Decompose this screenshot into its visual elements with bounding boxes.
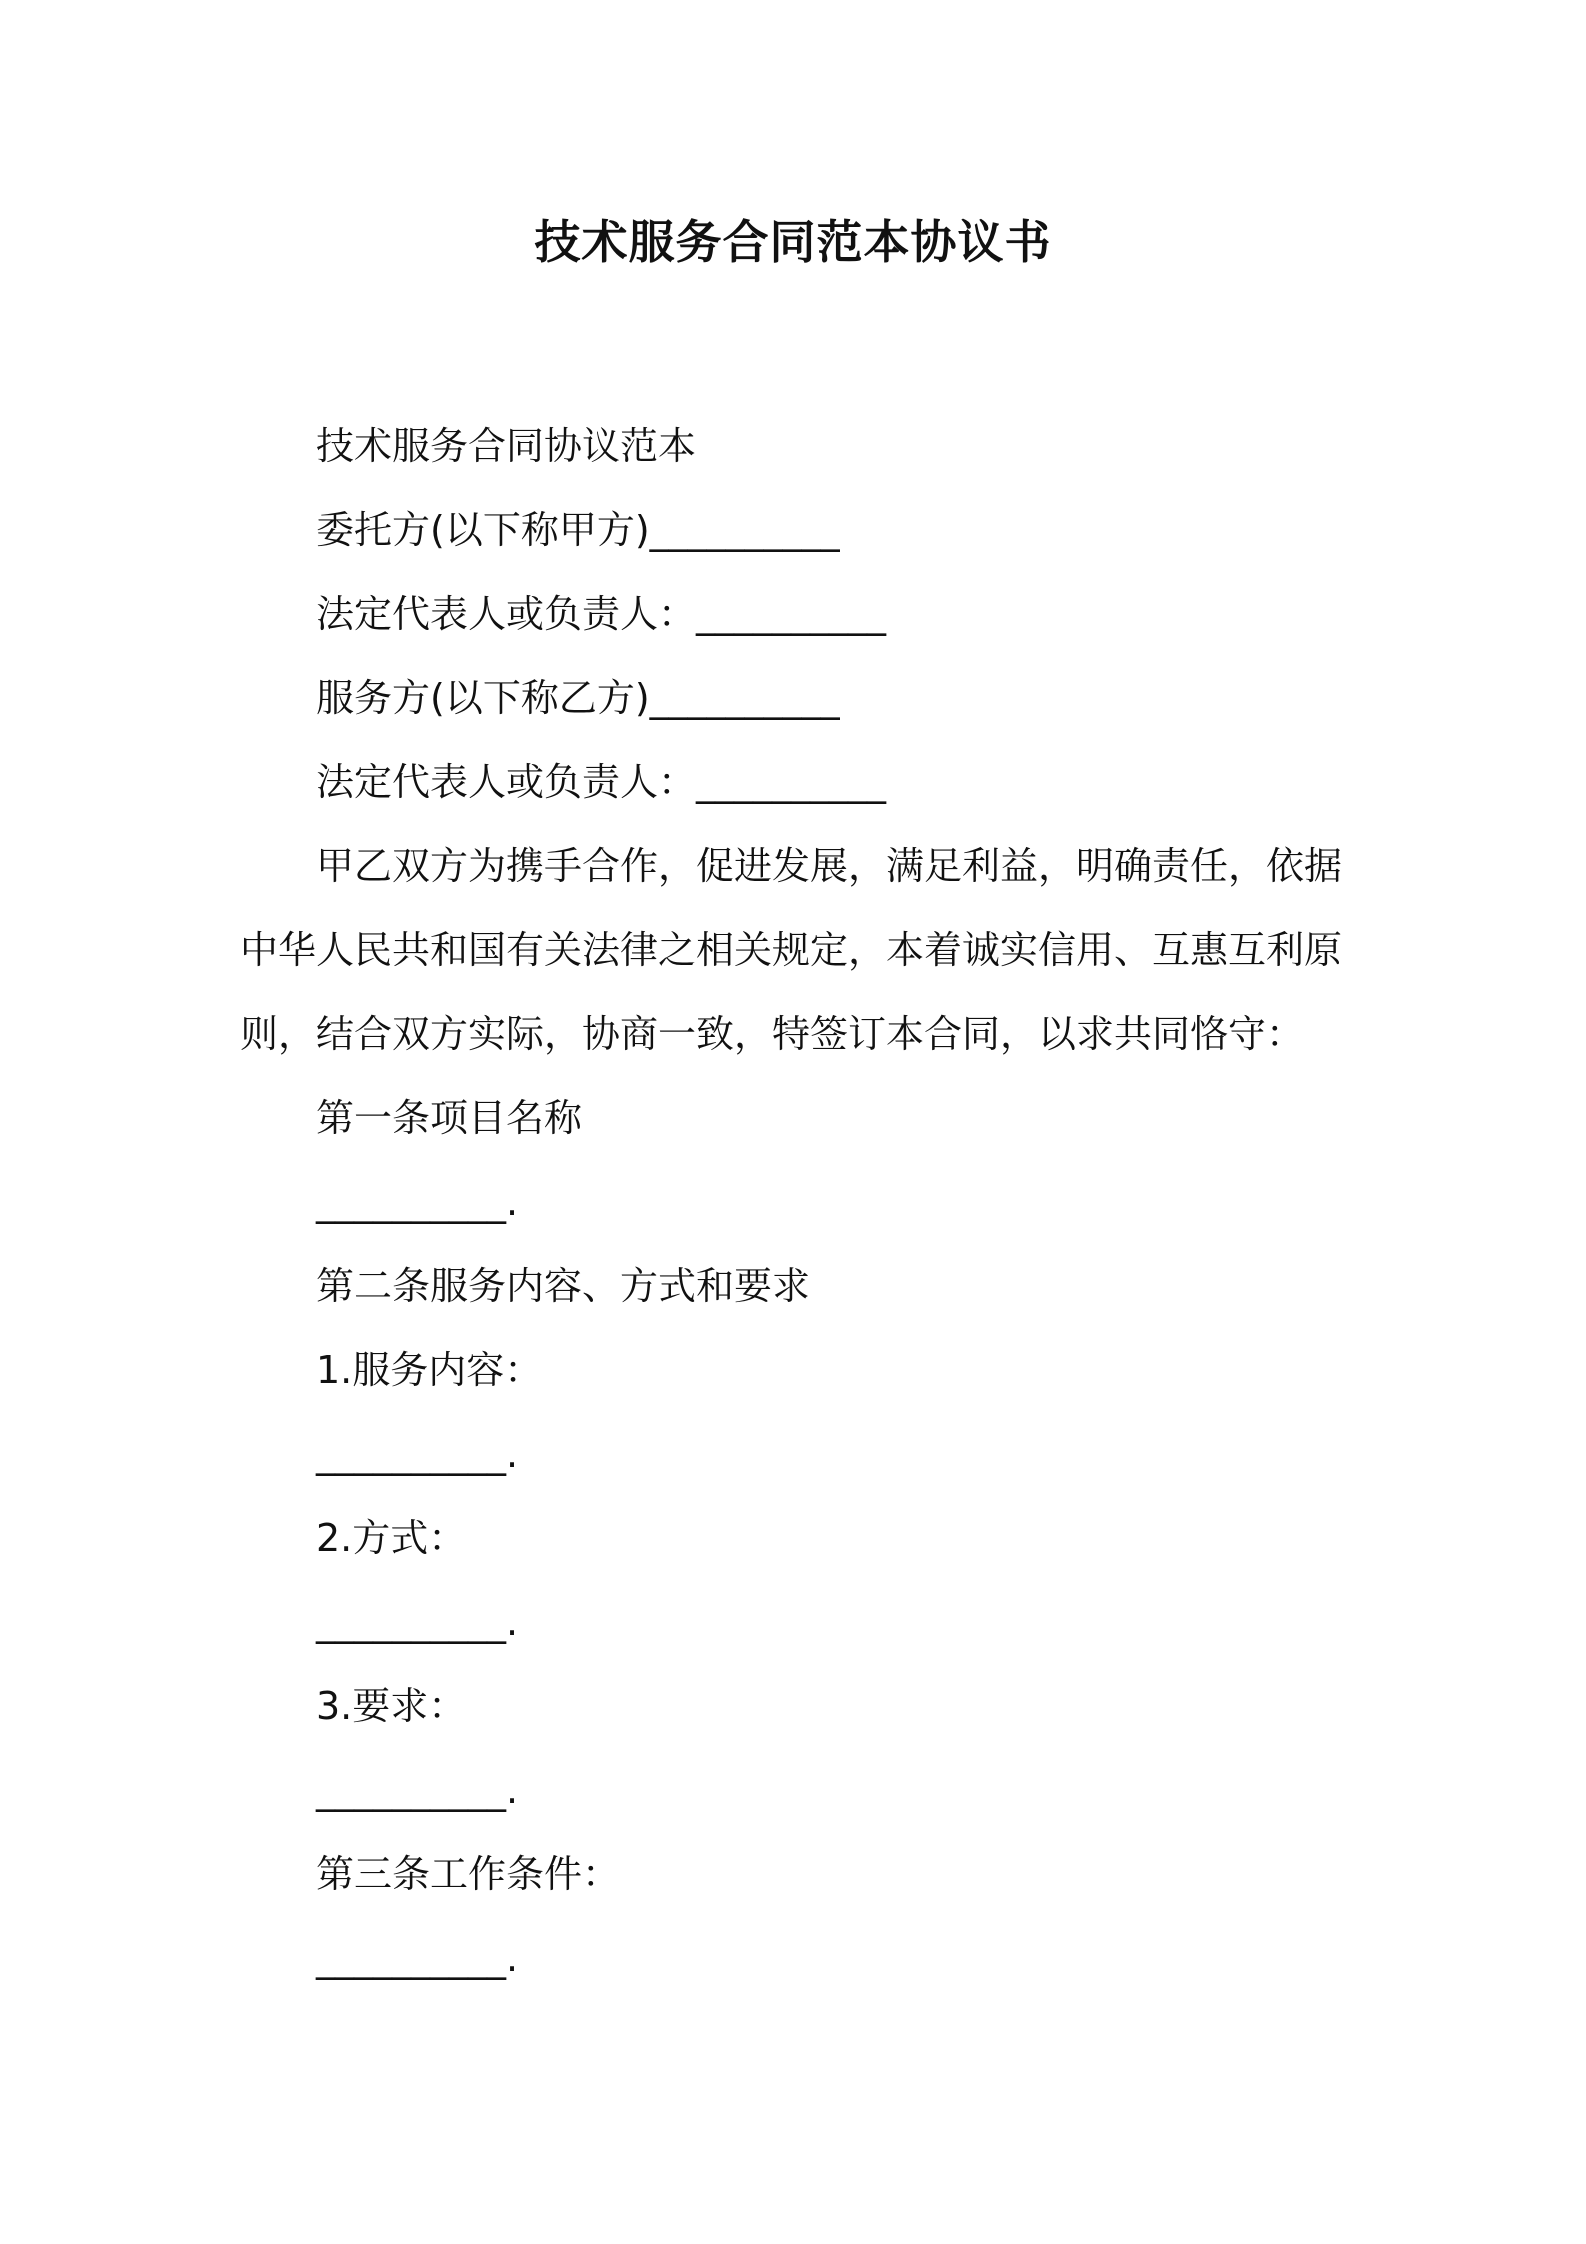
document-body [240,404,1360,2000]
preamble-paragraph: 甲乙双方为携手合作，促进发展，满足利益，明确责任，依据中华人民共和国有关法律之相关规定，本着诚实信用、互惠互利原则，结合双方实际，协商一致，特签订本合同，以求共同恪守： [240,844,1343,1056]
party-a-line: 委托方(以下称甲方)__________ [316,508,840,552]
article-2-item-1: 1.服务内容： [316,1348,543,1392]
party-b-representative-line: 法定代表人或负责人：__________ [316,760,887,804]
article-2-title: 第二条服务内容、方式和要求 [316,1264,811,1308]
article-3-title: 第三条工作条件： [316,1852,621,1896]
subtitle-line: 技术服务合同协议范本 [316,424,697,468]
article-1-blank: __________. [316,1180,519,1224]
article-2-item-3: 3.要求： [316,1684,467,1728]
party-a-representative-line: 法定代表人或负责人：__________ [316,592,887,636]
party-b-line: 服务方(以下称乙方)__________ [316,676,840,720]
article-2-item-3-blank: __________. [316,1768,519,1812]
article-2-item-2: 2.方式： [316,1516,467,1560]
article-2-item-1-blank: __________. [316,1432,519,1476]
document-title: 技术服务合同范本协议书 [534,215,1052,269]
article-3-blank: __________. [316,1936,519,1980]
article-2-item-2-blank: __________. [316,1600,519,1644]
article-1-title: 第一条项目名称 [316,1096,583,1140]
